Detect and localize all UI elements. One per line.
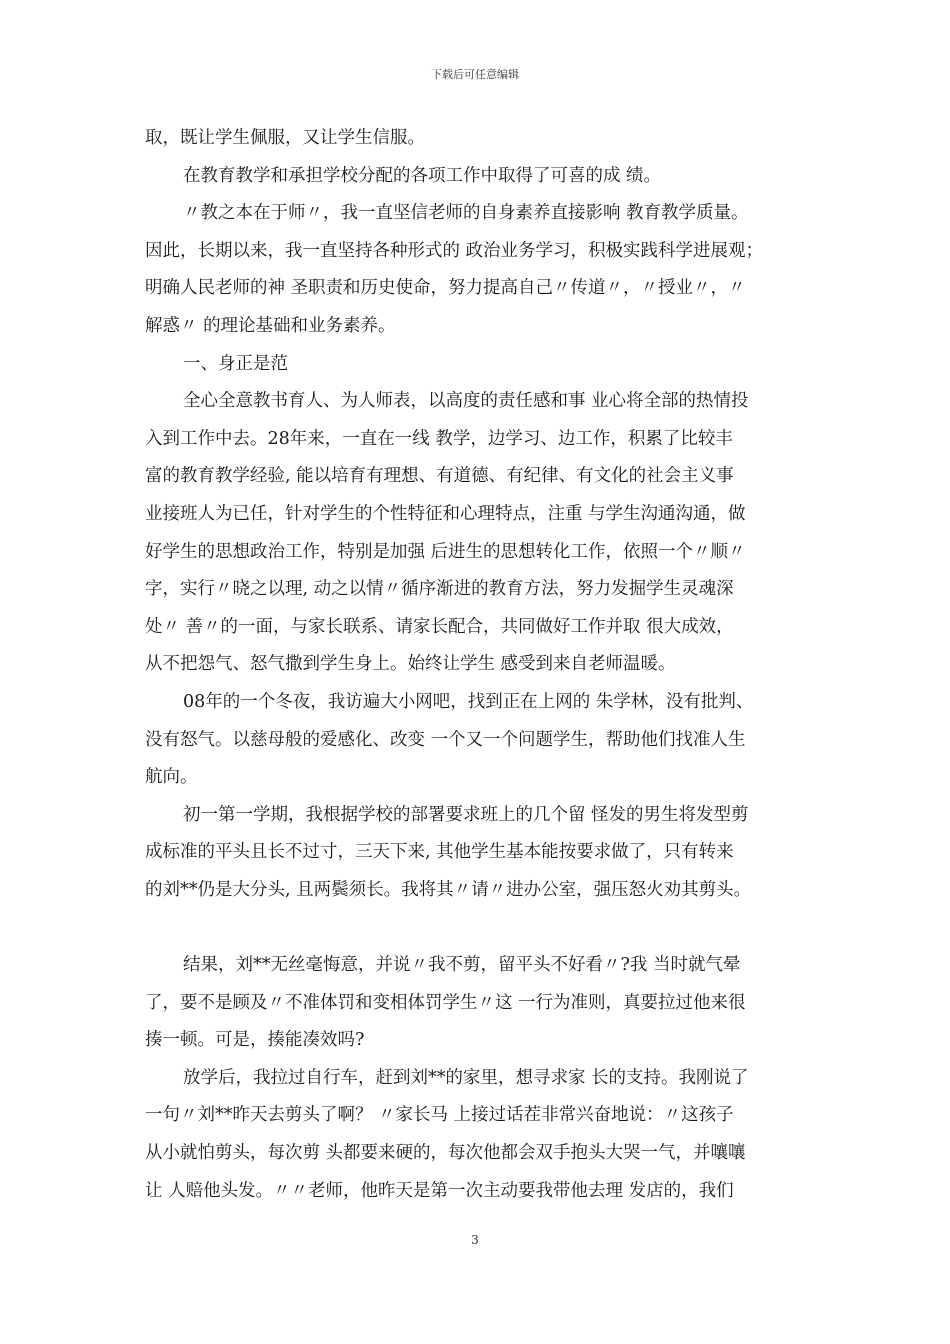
text-line: 放学后，我拉过自行车，赶到刘**的家里，想寻求家 长的支持。我刚说了 — [183, 1067, 749, 1088]
text-line: 业接班人为已任，针对学生的个性特征和心理特点，注重 与学生沟通沟通，做 — [145, 503, 746, 524]
text-line: 全心全意教书育人、为人师表，以高度的责任感和事 业心将全部的热情投 — [183, 391, 749, 412]
section-heading: 一、身正是范 — [183, 353, 288, 374]
text-line: 的刘**仍是大分头, 且两鬓须长。我将其〃请〃进办公室，强压怒火劝其剪头。 — [145, 879, 752, 900]
text-line: 解惑〃 的理论基础和业务素养。 — [145, 315, 396, 336]
text-line: 初一第一学期，我根据学校的部署要求班上的几个留 怪发的男生将发型剪 — [183, 804, 749, 825]
text-line: 了，要不是顾及〃不准体罚和变相体罚学生〃这 一行为准则，真要拉过他来很 — [145, 992, 746, 1013]
text-line: 处〃 善〃的一面，与家长联系、请家长配合，共同做好工作并取 很大成效， — [145, 616, 734, 637]
text-line: 从小就怕剪头，每次剪 头都要来硬的，每次他都会双手抱头大哭一气，并嚷嚷 — [145, 1143, 746, 1164]
text-line: 航向。 — [145, 767, 198, 788]
text-line: 〃教之本在于师〃，我一直坚信老师的自身素养直接影响 教育教学质量。 — [183, 203, 749, 224]
text-line: 一句〃刘**昨天去剪头了啊？ 〃家长马 上接过话茬非常兴奋地说：〃这孩子 — [145, 1105, 734, 1126]
text-line: 在教育教学和承担学校分配的各项工作中取得了可喜的成 绩。 — [183, 165, 662, 186]
paragraph-gap — [145, 909, 820, 947]
text-line: 从不把怨气、怒气撒到学生身上。始终让学生 感受到来自老师温暖。 — [145, 654, 676, 675]
text-line: 好学生的思想政治工作，特别是加强 后进生的思想转化工作，依照一个〃顺〃 — [145, 541, 746, 562]
document-body — [145, 120, 820, 1210]
text-line: 富的教育教学经验, 能以培育有理想、有道德、有纪律、有文化的社会主义事 — [145, 466, 734, 487]
text-line: 因此，长期以来，我一直坚持各种形式的 政治业务学习，积极实践科学进展观； — [145, 240, 764, 261]
text-line: 结果，刘**无丝毫悔意，并说〃我不剪，留平头不好看〃?我 当时就气晕 — [183, 955, 741, 976]
text-line: 让 人赔他头发。〃〃老师，他昨天是第一次主动要我带他去理 发店的，我们 — [145, 1180, 734, 1201]
page-number: 3 — [471, 1233, 479, 1247]
text-line: 入到工作中去。28年来，一直在一线 教学，边学习、边工作，积累了比较丰 — [145, 428, 733, 449]
text-line: 成标准的平头且长不过寸，三天下来, 其他学生基本能按要求做了，只有转来 — [145, 842, 734, 863]
text-line: 没有怒气。以慈母般的爱感化、改变 一个又一个问题学生，帮助他们找准人生 — [145, 729, 746, 750]
text-line: 字，实行〃晓之以理, 动之以情〃循序渐进的教育方法，努力发掘学生灵魂深 — [145, 579, 734, 600]
text-line: 明确人民老师的神 圣职责和历史使命，努力提高自己〃传道〃，〃授业〃，〃 — [145, 278, 746, 299]
text-line: 08年的一个冬夜，我访遍大小网吧，找到正在上网的 朱学林，没有批判、 — [183, 691, 754, 712]
text-line: 取，既让学生佩服，又让学生信服。 — [145, 128, 425, 148]
page-header: 下载后可任意编辑 — [431, 68, 519, 81]
text-line: 揍一顿。可是，揍能凑效吗? — [145, 1030, 365, 1051]
